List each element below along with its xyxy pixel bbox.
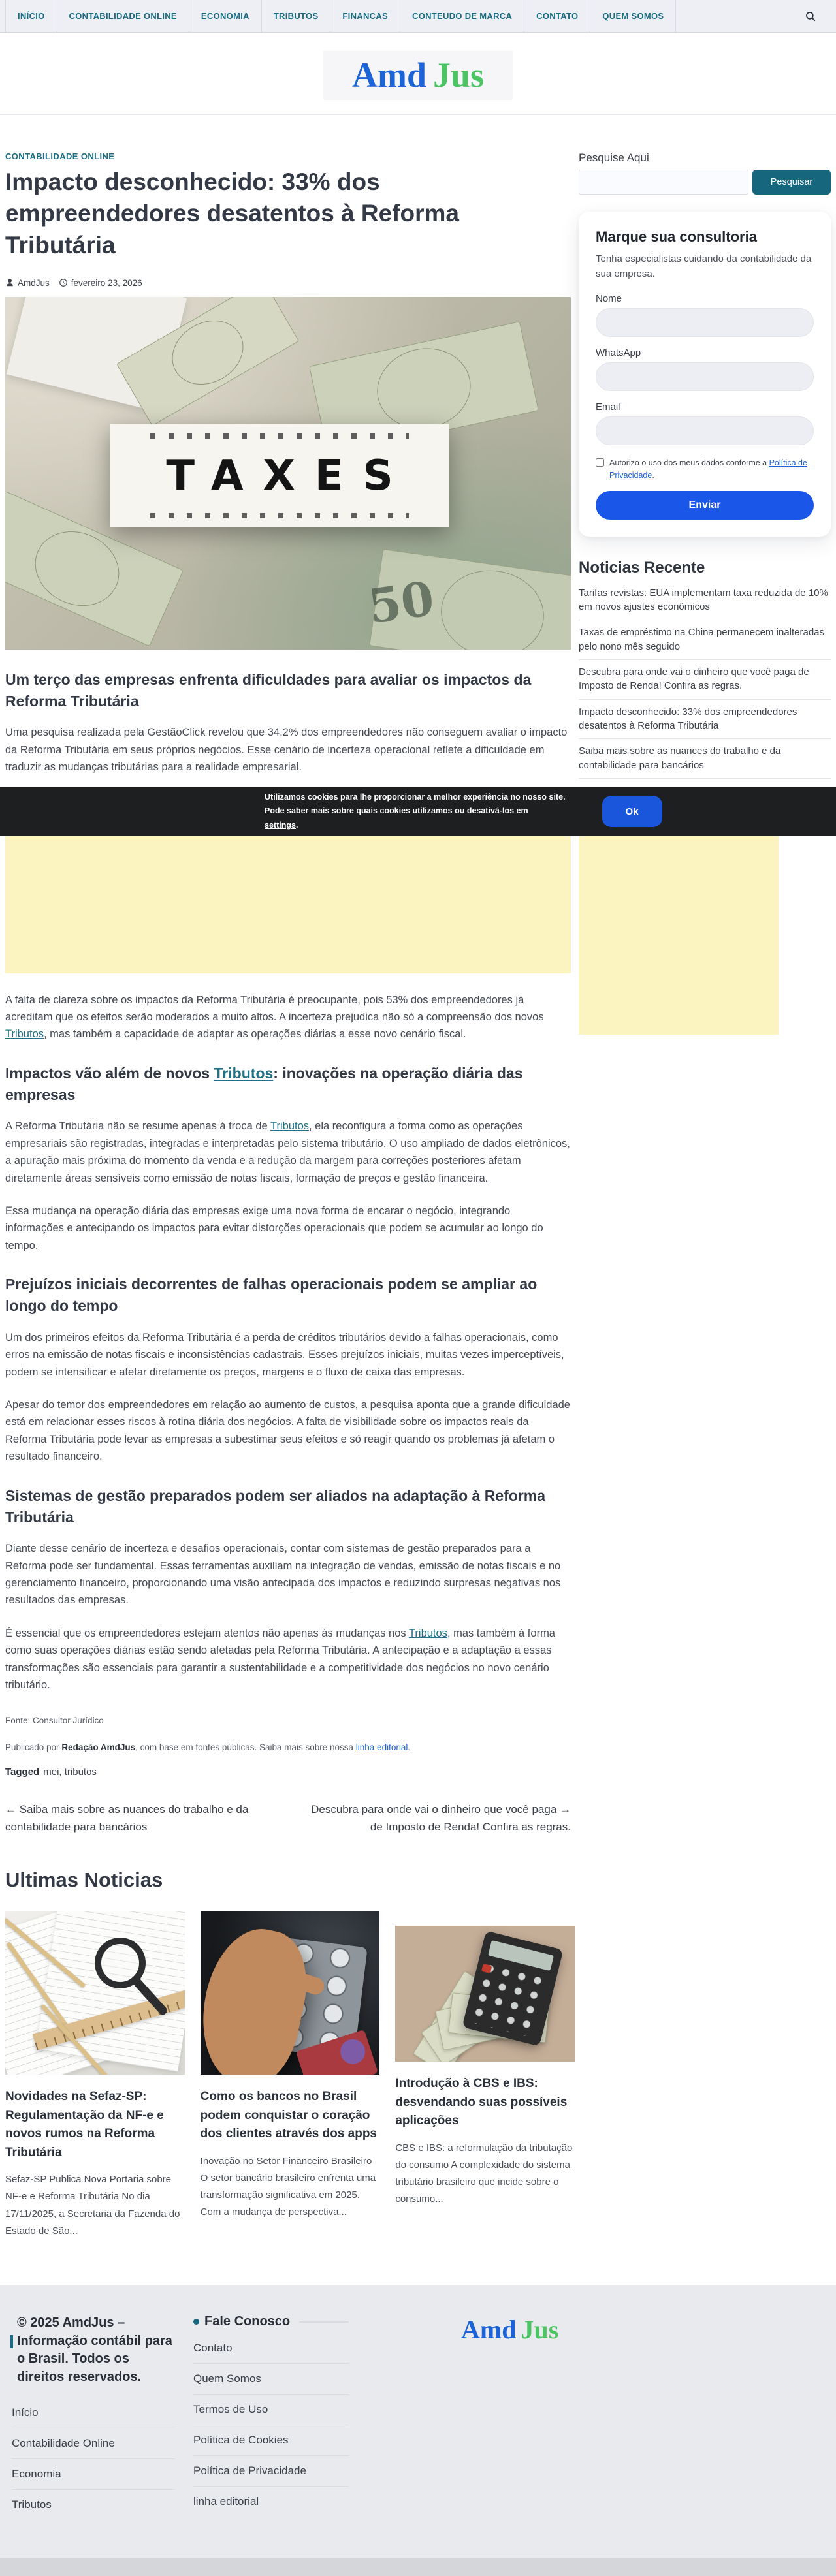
author-row xyxy=(5,278,50,288)
tributos-link[interactable]: Tributos xyxy=(214,1064,274,1082)
logo-part-green: Jus xyxy=(521,2315,559,2345)
news-card-excerpt: Sefaz-SP Publica Nova Portaria sobre NF-e e Reforma Tributária No dia 17/11/2025, a Secretaria da Fazenda do Estado de São... xyxy=(5,2174,180,2237)
consultoria-subtitle: Tenha especialistas cuidando da contabilidade da sua empresa. xyxy=(596,253,812,279)
whatsapp-field[interactable] xyxy=(596,362,814,391)
section-heading-2 xyxy=(5,1063,571,1107)
footer-menu-secondary xyxy=(193,2333,349,2517)
bullet-icon xyxy=(193,2319,199,2325)
recent-news-link[interactable]: Tarifas revistas: EUA implementam taxa reduzida de 10% em novos ajustes econômicos xyxy=(579,587,828,613)
footer-logo-column xyxy=(461,2314,558,2345)
recent-news-title: Noticias Recente xyxy=(579,558,705,576)
search-icon[interactable] xyxy=(785,0,836,32)
paragraph-1: Uma pesquisa realizada pela GestãoClick revelou que 34,2% dos empreendedores não conseguem avaliar o impacto da Reforma Tributária em seus próprios negócios. Esse cenário de incerteza operacional reflete a dificuldade em traduzir as mudanças tributárias para a realidade empresarial. xyxy=(5,727,568,774)
list-item xyxy=(193,2425,349,2456)
footer-copyright: © 2025 AmdJus – Informação contábil para o Brasil. Todos os direitos reservados. xyxy=(12,2314,175,2386)
list-item xyxy=(193,2456,349,2487)
article-title: Impacto desconhecido: 33% dos empreendedores desatentos à Reforma Tributária xyxy=(5,168,460,259)
news-card xyxy=(395,1911,575,2240)
paper-graphic xyxy=(35,1911,184,2072)
paragraph-3 xyxy=(5,1118,571,1187)
cookie-line-2: Pode saber mais sobre quais cookies utilizamos ou desativá-los em xyxy=(265,806,528,816)
clock-icon xyxy=(59,278,68,287)
nome-field[interactable] xyxy=(596,308,814,337)
recent-news-list xyxy=(579,581,831,779)
tributos-link[interactable]: Tributos xyxy=(408,1627,447,1639)
footer-link-linha-editorial[interactable]: linha editorial xyxy=(193,2495,259,2508)
logo-part-green: Jus xyxy=(432,55,485,95)
consultoria-title: Marque sua consultoria xyxy=(596,228,757,245)
latest-news-section xyxy=(0,1868,836,2240)
cookie-message xyxy=(265,791,566,833)
paragraph-7: Diante desse cenário de incerteza e desafios operacionais, contar com sistemas de gestão preparados para a Reforma pode ser fundamental. Essas ferramentas auxiliam na integração de vendas, emissão de notas fiscais e no gerenciamento financeiro, proporcionando uma visão antecipada dos impactos e reduzindo surpresas negativas nos resultados das empresas. xyxy=(5,1543,561,1607)
recent-news-link[interactable]: Saiba mais sobre as nuances do trabalho e da contabilidade para bancários xyxy=(579,746,781,771)
list-item xyxy=(579,700,831,740)
paragraph-3-text: , ela reconfigura a forma como as operações empresariais são registradas, integradas e interpretadas pelo sistema tributário. O uso ampliado de dados eletrônicos, a apuração mais próxima do momento da venda e a redução da margem para correções posteriores afetam diretamente áreas sensíveis como emissão de notas fiscais, formação de preços e gestão financeira. xyxy=(5,1120,570,1184)
calculator-keys-graphic xyxy=(470,1962,550,2039)
heading-2-text: Impactos vão além de novos xyxy=(5,1064,214,1082)
heading-rule xyxy=(299,2321,349,2323)
dollar-bills-calculator-photo[interactable] xyxy=(395,1926,575,2062)
nav-item-economia[interactable]: ECONOMIA xyxy=(189,0,262,32)
consent-text xyxy=(609,457,814,482)
cookie-banner xyxy=(0,787,836,836)
article-hero-image xyxy=(5,297,571,650)
nav-item-contato[interactable]: CONTATO xyxy=(524,0,590,32)
footer-main xyxy=(0,2285,836,2558)
nav-item-quem-somos[interactable]: QUEM SOMOS xyxy=(590,0,676,32)
consent-checkbox[interactable] xyxy=(596,458,604,467)
footer-link-termos-de-uso[interactable]: Termos de Uso xyxy=(193,2403,268,2416)
footer-about-column xyxy=(12,2314,175,2520)
sidebar-search xyxy=(579,170,831,195)
footer-link-contabilidade-online[interactable]: Contabilidade Online xyxy=(12,2437,115,2450)
paragraph-4: Essa mudança na operação diária das empresas exige uma nova forma de encarar o negócio, integrando informações e antecipando os impactos para evitar distorções operacionais que podem se acumular ao longo do tempo. xyxy=(5,1204,543,1251)
published-by-text: . xyxy=(408,1742,411,1753)
paragraph-2 xyxy=(5,992,571,1043)
tributos-link[interactable]: Tributos xyxy=(5,1028,44,1041)
whatsapp-label: WhatsApp xyxy=(596,347,641,359)
footer-logo[interactable] xyxy=(461,2315,558,2344)
list-item xyxy=(12,2428,175,2459)
list-item xyxy=(579,660,831,700)
consultoria-card xyxy=(579,212,831,537)
footer-link-quem-somos[interactable]: Quem Somos xyxy=(193,2372,261,2385)
date-row xyxy=(59,278,142,288)
list-item xyxy=(579,620,831,660)
recent-news-link[interactable]: Impacto desconhecido: 33% dos empreendedores desatentos à Reforma Tributária xyxy=(579,706,797,731)
heading-2-text: : inovações na operação diária das empresas xyxy=(5,1064,523,1104)
list-item xyxy=(579,581,831,621)
list-item xyxy=(193,2333,349,2364)
linha-editorial-link[interactable]: linha editorial xyxy=(355,1742,408,1753)
nav-item-conteudo-de-marca[interactable]: CONTEUDO DE MARCA xyxy=(400,0,524,32)
paragraph-5: Um dos primeiros efeitos da Reforma Tributária é a perda de créditos tributários devido a falhas operacionais, como erros na emissão de notas fiscais e inconsistências cadastrais. Esses prejuízos iniciais, muitas vezes imperceptíveis, podem se intensificar e afetar diretamente os preços, margens e o fluxo de caixa das empresas. xyxy=(5,1331,564,1378)
footer-link-politica-de-privacidade[interactable]: Política de Privacidade xyxy=(193,2464,306,2477)
logo-part-blue: Amd xyxy=(461,2315,517,2345)
section-heading-1: Um terço das empresas enfrenta dificuldades para avaliar os impactos da Reforma Tributária xyxy=(5,670,532,710)
cookie-settings-link[interactable]: settings xyxy=(265,820,296,830)
sidebar-search-label: Pesquise Aqui xyxy=(579,151,649,165)
nome-label: Nome xyxy=(596,293,622,305)
previous-post-link[interactable]: ← Saiba mais sobre as nuances do trabalho e da contabilidade para bancários xyxy=(5,1803,249,1833)
published-by-text: , com base em fontes públicas. Saiba mais sobre nossa xyxy=(135,1742,356,1753)
section-heading-3: Prejuízos iniciais decorrentes de falhas operacionais podem se ampliar ao longo do tempo xyxy=(5,1276,538,1315)
taxes-sign-text: TAXES xyxy=(166,451,413,500)
content-container xyxy=(0,115,836,1862)
footer-contact-heading xyxy=(193,2314,349,2329)
footer-menu-primary xyxy=(12,2398,175,2520)
news-card xyxy=(5,1911,185,2240)
taxes-lightbox-sign xyxy=(110,424,449,527)
author-name: AmdJus xyxy=(18,277,50,288)
sidebar-search-input[interactable] xyxy=(579,170,748,195)
cookie-line-1: Utilizamos cookies para lhe proporcionar a melhor experiência no nosso site. xyxy=(265,792,566,802)
article-body xyxy=(5,669,571,1836)
ad-placeholder-sidebar xyxy=(579,813,779,1035)
news-card-title[interactable]: Introdução à CBS e IBS: desvendando suas possíveis aplicações xyxy=(395,2077,568,2128)
paragraph-6: Apesar do temor dos empreendedores em relação ao aumento de custos, a pesquisa aponta que a grande dificuldade está em relacionar esses riscos à rotina diária dos negócios. A falta de visibilidade sobre os impactos reais da Reforma Tributária pode levar as empresas a subestimar seus efeitos e só reagir quando os problemas já afetam o resultado financeiro. xyxy=(5,1398,570,1463)
list-item xyxy=(579,739,831,779)
user-icon xyxy=(5,278,14,287)
tagged-label: Tagged xyxy=(5,1767,40,1778)
footer-link-contato[interactable]: Contato xyxy=(193,2342,233,2355)
latest-news-title: Ultimas Noticias xyxy=(5,1868,163,1892)
paragraph-8-text: É essencial que os empreendedores estejam atentos não apenas às mudanças nos xyxy=(5,1627,409,1639)
consent-row xyxy=(596,457,814,482)
consent-text-a: Autorizo o uso dos meus dados conforme a xyxy=(609,458,769,468)
footer-contact-title: Fale Conosco xyxy=(204,2314,291,2329)
consent-text-b: . xyxy=(652,471,654,480)
news-card-excerpt: CBS e IBS: a reformulação da tributação do consumo A complexidade do sistema tributário brasileiro que incide sobre o consumo... xyxy=(395,2142,573,2205)
source-note: Fonte: Consultor Jurídico xyxy=(5,1716,104,1726)
article-column xyxy=(5,151,571,1862)
footer-link-politica-de-cookies[interactable]: Política de Cookies xyxy=(193,2434,289,2447)
email-label: Email xyxy=(596,401,620,413)
next-post-link[interactable]: Descubra para onde vai o dinheiro que você paga → de Imposto de Renda! Confira as regras. xyxy=(311,1803,571,1833)
published-by-note xyxy=(5,1742,571,1752)
paragraph-8-text: , mas também à forma como suas operações diárias estão sendo afetadas pela Reforma Tributária. A antecipação e a adaptação a essas transformações são essenciais para garantir a sustentabilidade e a competitividade dos negócios no novo cenário tributário. xyxy=(5,1627,555,1691)
enviar-button[interactable]: Enviar xyxy=(596,491,814,520)
tax-documents-magnifier-photo[interactable] xyxy=(5,1911,185,2075)
post-navigation xyxy=(5,1801,571,1836)
top-navigation xyxy=(0,0,836,33)
paragraph-2-text: A falta de clareza sobre os impactos da Reforma Tributária é preocupante, pois 53% dos empreendedores já acreditam que os efeitos serão moderados a muito altos. A incerteza prejudica não só a compreensão dos novos xyxy=(5,994,544,1023)
list-item xyxy=(12,2490,175,2520)
tags-row xyxy=(5,1767,571,1778)
published-by-author: Redação AmdJus xyxy=(61,1742,136,1753)
news-card-excerpt: Inovação no Setor Financeiro Brasileiro O setor bancário brasileiro enfrenta uma transformação significativa em 2025. Com a mudança de perspectiva... xyxy=(200,2155,376,2218)
logo-part-blue: Amd xyxy=(351,55,426,95)
site-header xyxy=(0,33,836,115)
calculator-graphic xyxy=(462,1931,563,2047)
news-card-title[interactable]: Novidades na Sefaz-SP: Regulamentação da NF-e e novos rumos na Reforma Tributária xyxy=(5,2090,164,2160)
nav-item-tributos[interactable]: TRIBUTOS xyxy=(262,0,331,32)
footer-bottom-strip xyxy=(0,2558,836,2576)
published-by-text: Publicado por xyxy=(5,1742,62,1753)
tag-links[interactable]: mei, tributos xyxy=(43,1767,97,1778)
tributos-link[interactable]: Tributos xyxy=(270,1120,310,1133)
list-item xyxy=(193,2395,349,2425)
atm-keypad-hand-photo[interactable] xyxy=(201,1911,380,2075)
paragraph-2-text: , mas também a capacidade de adaptar as operações diárias a esse novo cenário fiscal. xyxy=(44,1028,466,1041)
publish-date: fevereiro 23, 2026 xyxy=(71,277,142,288)
privacy-policy-link[interactable]: Política de Privacidade xyxy=(609,458,807,480)
article-category[interactable]: CONTABILIDADE ONLINE xyxy=(5,151,115,162)
list-item xyxy=(12,2398,175,2428)
sidebar-search-button[interactable]: Pesquisar xyxy=(752,170,831,195)
email-field[interactable] xyxy=(596,416,814,445)
sidebar xyxy=(579,151,831,1034)
latest-news-grid xyxy=(5,1911,575,2240)
list-item xyxy=(193,2487,349,2517)
news-card xyxy=(201,1911,380,2240)
news-card-title[interactable]: Como os bancos no Brasil podem conquistar o coração dos clientes através dos apps xyxy=(200,2090,377,2141)
nav-item-contabilidade-online[interactable]: CONTABILIDADE ONLINE xyxy=(57,0,189,32)
recent-news-link[interactable]: Descubra para onde vai o dinheiro que você paga de Imposto de Renda! Confira as regras. xyxy=(579,667,809,692)
footer-link-economia[interactable]: Economia xyxy=(12,2468,61,2481)
footer-link-tributos[interactable]: Tributos xyxy=(12,2498,52,2511)
bill-number: 50 xyxy=(364,570,438,635)
list-item xyxy=(193,2364,349,2395)
list-item xyxy=(12,2459,175,2490)
cookie-ok-button[interactable]: Ok xyxy=(602,796,662,827)
paragraph-8 xyxy=(5,1625,571,1694)
site-logo[interactable] xyxy=(323,51,513,100)
nav-item-financas[interactable]: FINANCAS xyxy=(330,0,400,32)
footer-contact-column xyxy=(193,2314,349,2517)
article-meta xyxy=(5,278,571,288)
cookie-period: . xyxy=(295,820,298,830)
section-heading-4: Sistemas de gestão preparados podem ser aliados na adaptação à Reforma Tributária xyxy=(5,1486,546,1526)
footer-link-inicio[interactable]: Início xyxy=(12,2406,39,2419)
recent-news-link[interactable]: Taxas de empréstimo na China permanecem inalteradas pelo nono mês seguido xyxy=(579,627,825,652)
paragraph-3-text: A Reforma Tributária não se resume apenas à troca de xyxy=(5,1120,271,1133)
nav-item-inicio[interactable]: INÍCIO xyxy=(5,0,57,32)
